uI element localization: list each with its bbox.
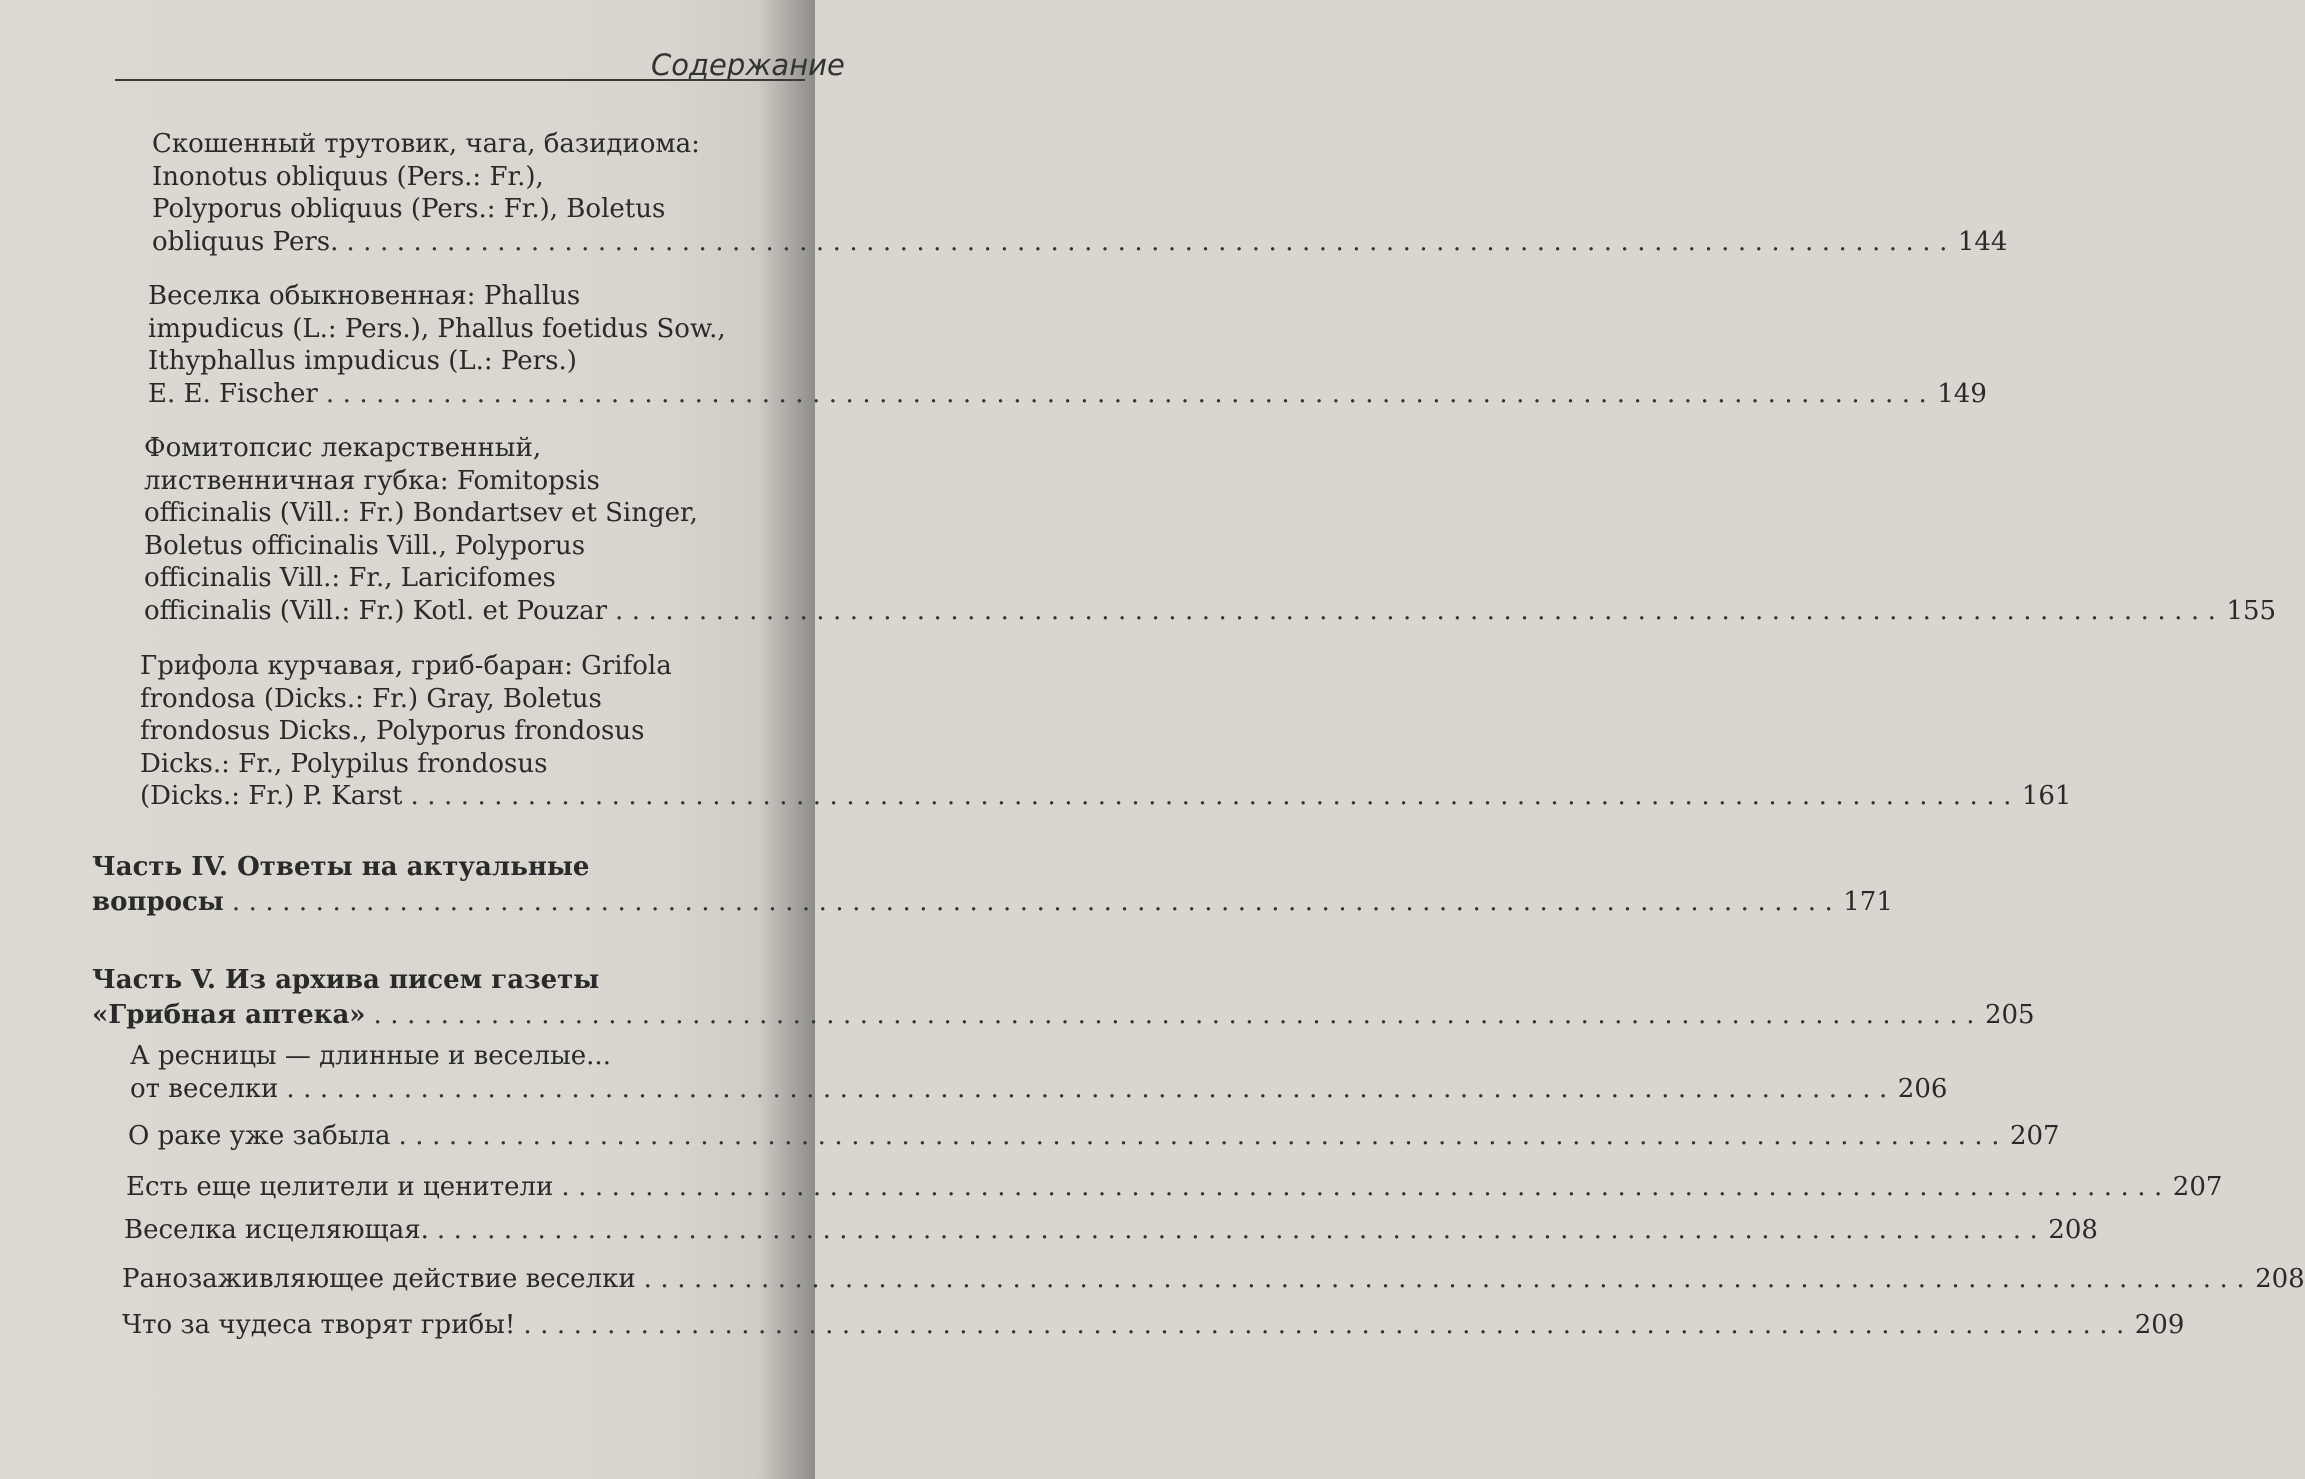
dot-leader — [366, 998, 1983, 1033]
page-number: 161 — [2021, 781, 2072, 812]
page-number: 208 — [2048, 1215, 2098, 1245]
page-number: 207 — [2172, 1172, 2223, 1202]
toc-entry-letter — [126, 1171, 2223, 1204]
toc-part-v — [92, 963, 2035, 1033]
toc-entry-letter — [124, 1214, 2098, 1247]
toc-entry-line: Ранозаживляющее действие веселки — [122, 1264, 636, 1294]
page-number: 155 — [2226, 595, 2277, 626]
dot-leader — [553, 1171, 2170, 1204]
dot-leader — [607, 595, 2224, 628]
toc-entry-line: Фомитопсис лекарственный, — [144, 433, 542, 463]
toc-entry-line: officinalis Vill.: Fr., Laricifomes — [144, 563, 556, 594]
toc-entry-line: E. E. Fischer — [148, 378, 318, 409]
toc-entry-line: Что за чудеса творят грибы! — [122, 1310, 516, 1340]
dot-leader — [278, 1073, 1895, 1106]
toc-entry-line: Ithyphallus impudicus (L.: Pers.) — [148, 346, 577, 377]
toc-entry-line: officinalis (Vill.: Fr.) Bondartsev et Singer, — [144, 498, 698, 529]
dot-leader — [224, 885, 1841, 920]
page-number: 208 — [2255, 1264, 2305, 1294]
toc-entry-line: Скошенный трутовик, чага, базидиома: — [152, 129, 700, 159]
toc-entry-line: Грифола курчавая, гриб-баран: Grifola — [140, 651, 672, 681]
toc-entry-phallus — [148, 280, 1987, 410]
dot-leader — [391, 1120, 2008, 1153]
dot-leader — [515, 1309, 2132, 1342]
toc-entry-line: Polyporus obliquus (Pers.: Fr.), Boletus — [152, 194, 666, 225]
page-number: 205 — [1984, 1000, 2035, 1030]
running-head: Содержание — [651, 48, 845, 82]
toc-entry-line: frondosa (Dicks.: Fr.) Gray, Boletus — [140, 683, 602, 714]
header-rule — [115, 79, 805, 81]
page-number: 207 — [2009, 1121, 2060, 1151]
toc-entry-line: от веселки — [130, 1073, 279, 1104]
toc-entry-letter — [128, 1120, 2060, 1153]
toc-entry-fomitopsis — [144, 432, 2277, 628]
toc-entry-line: officinalis (Vill.: Fr.) Kotl. et Pouzar — [144, 595, 608, 626]
toc-part-iv — [92, 850, 1893, 920]
toc-entry-line: лиственничная губка: Fomitopsis — [144, 465, 600, 496]
dot-leader — [636, 1263, 2253, 1296]
dot-leader — [338, 226, 1955, 259]
page-number: 149 — [1937, 378, 1987, 409]
toc-entry-line: Веселка обыкновенная: Phallus — [148, 281, 581, 311]
toc-entry-line: impudicus (L.: Pers.), Phallus foetidus Sow., — [148, 313, 726, 344]
dot-leader — [429, 1214, 2046, 1247]
toc-entry-line: (Dicks.: Fr.) P. Karst — [140, 781, 403, 812]
toc-entry-chaga — [152, 128, 2008, 258]
toc-entry-line: Часть IV. Ответы на актуальные — [92, 852, 590, 882]
toc-entry-line: Есть еще целители и ценители — [126, 1172, 554, 1202]
toc-entry-line: Веселка исцеляющая. — [124, 1215, 429, 1245]
toc-entry-line: Часть V. Из архива писем газеты — [92, 965, 600, 995]
dot-leader — [402, 780, 2019, 813]
toc-entry-grifola — [140, 650, 2072, 813]
toc-entry-line: вопросы — [92, 887, 224, 917]
page-number: 171 — [1843, 887, 1893, 917]
page-number: 144 — [1957, 226, 2008, 257]
toc-entry-line: О раке уже забыла — [128, 1121, 391, 1151]
page-number: 209 — [2134, 1310, 2185, 1340]
toc-entry-line: Boletus officinalis Vill., Polyporus — [144, 530, 586, 561]
toc-entry-line: frondosus Dicks., Polyporus frondosus — [140, 716, 645, 747]
toc-entry-line: А ресницы — длинные и веселые... — [130, 1041, 611, 1071]
toc-entry-letter — [130, 1040, 1948, 1105]
toc-entry-line: Dicks.: Fr., Polypilus frondosus — [140, 748, 548, 779]
page-number: 206 — [1897, 1073, 1948, 1104]
dot-leader — [318, 378, 1935, 411]
toc-entry-line: «Грибная аптека» — [92, 1000, 366, 1030]
toc-entry-letter — [122, 1309, 2185, 1342]
toc-entry-line: obliquus Pers. — [152, 226, 339, 257]
toc-entry-line: Inonotus obliquus (Pers.: Fr.), — [152, 161, 544, 192]
toc-entry-letter — [122, 1263, 2305, 1296]
